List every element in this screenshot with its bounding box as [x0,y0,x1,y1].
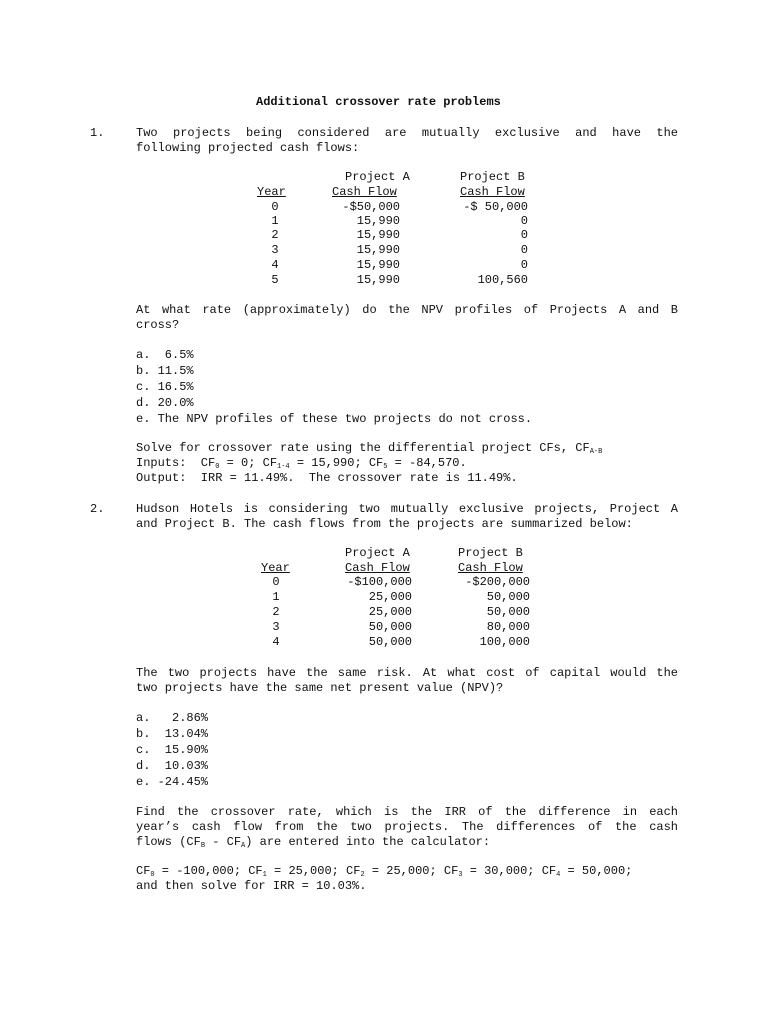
problem-1-solution-inputs [136,456,678,471]
table-cell-a: 15,990 [356,243,400,257]
table-cell-b: 50,000 [486,590,530,604]
solution-text: = -84,570. [387,456,467,470]
table-cell-year: 4 [272,635,280,649]
table-cell-b: 0 [520,243,528,257]
table-cell-year: 0 [272,575,280,589]
table-header-cash-flow-a: Cash Flow [345,561,410,575]
answer-option: d. 20.0% [136,396,194,410]
table-cell-a: 15,990 [356,214,400,228]
table-cell-year: 5 [271,273,279,287]
table-cell-b: 0 [520,258,528,272]
table-cell-a: 50,000 [368,635,412,649]
table-cell-b: -$ 50,000 [463,200,528,214]
table-cell-a: -$50,000 [342,200,400,214]
answer-option: c. 15.90% [136,743,209,757]
solution-text: Solve for crossover rate using the differential project CFs, CF [136,441,590,455]
problem-1-solution-line-1 [136,441,678,456]
table-header-project-b: Project B [458,546,523,560]
table-header-cash-flow-a: Cash Flow [332,185,397,199]
answer-option: d. 10.03% [136,759,209,773]
table-cell-year: 2 [272,605,280,619]
table-cell-a: 15,990 [356,258,400,272]
table-cell-year: 3 [271,243,279,257]
table-cell-b: 50,000 [486,605,530,619]
problem-1-intro-line-2: following projected cash flows: [136,141,360,155]
table-cell-year: 1 [271,214,279,228]
problem-2-question-line-1: The two projects have the same risk. At what cost of capital would the [136,666,678,680]
problem-2-question-line-2: two projects have the same net present value (NPV)? [136,681,504,695]
problem-1-number: 1. [90,126,105,140]
answer-option: a. 2.86% [136,711,209,725]
answer-option: c. 16.5% [136,380,194,394]
table-cell-b: 100,000 [479,635,530,649]
table-cell-b: 0 [520,228,528,242]
answer-option: e. -24.45% [136,775,209,789]
problem-2-solution-inputs [136,864,678,879]
solution-text: = 0; CF [219,456,278,470]
solution-text: = 30,000; CF [462,864,557,878]
answer-option: b. 11.5% [136,364,194,378]
subscript: 1 [262,871,267,879]
subscript: 1-4 [277,463,290,471]
answer-option: b. 13.04% [136,727,209,741]
solution-text: = 25,000; CF [364,864,459,878]
table-cell-year: 4 [271,258,279,272]
table-header-year: Year [261,561,290,575]
subscript: A-B [589,448,603,456]
solution-text: = 50,000; [560,864,633,878]
subscript: 4 [556,871,561,879]
table-cell-a: 15,990 [356,228,400,242]
answer-option: e. The NPV profiles of these two projects do not cross. [136,412,533,426]
problem-1-intro-line-1: Two projects being considered are mutually exclusive and have the [136,126,678,140]
table-cell-year: 0 [271,200,279,214]
subscript: 0 [150,871,155,879]
table-header-project-a: Project A [345,170,410,184]
problem-2-solution-line-1: Find the crossover rate, which is the IRR of the difference in each [136,805,678,819]
table-cell-b: 100,560 [477,273,528,287]
solution-text: Inputs: CF [136,456,216,470]
table-cell-a: 50,000 [368,620,412,634]
problem-2-intro-line-1: Hudson Hotels is considering two mutually exclusive projects, Project A [136,502,678,516]
subscript: 3 [458,871,463,879]
problem-1-question-line-1: At what rate (approximately) do the NPV profiles of Projects A and B [136,303,678,317]
subscript: 2 [360,871,365,879]
problem-2-number: 2. [90,502,105,516]
solution-text: ) are entered into the calculator: [245,835,491,849]
page-title: Additional crossover rate problems [256,95,501,109]
table-cell-a: 15,990 [356,273,400,287]
problem-1-question-line-2: cross? [136,318,180,332]
table-header-project-a: Project A [345,546,410,560]
solution-text: CF [136,864,151,878]
table-header-year: Year [257,185,286,199]
table-cell-a: -$100,000 [347,575,412,589]
subscript: 5 [383,463,388,471]
table-cell-b: -$200,000 [465,575,530,589]
table-header-cash-flow-b: Cash Flow [460,185,525,199]
answer-option: a. 6.5% [136,348,194,362]
table-cell-a: 25,000 [368,590,412,604]
table-cell-year: 1 [272,590,280,604]
solution-text: - CF [205,835,242,849]
problem-2-solution-output: and then solve for IRR = 10.03%. [136,879,367,893]
table-cell-a: 25,000 [368,605,412,619]
problem-2-solution-line-3 [136,835,678,850]
solution-text: = 25,000; CF [266,864,361,878]
table-cell-year: 3 [272,620,280,634]
problem-2-intro-line-2: and Project B. The cash flows from the projects are summarized below: [136,517,633,531]
subscript: 0 [215,463,220,471]
problem-2-solution-line-2: year’s cash flow from the two projects. The differences of the cash [136,820,678,834]
table-header-project-b: Project B [460,170,525,184]
table-cell-b: 80,000 [486,620,530,634]
table-cell-year: 2 [271,228,279,242]
solution-text: flows (CF [136,835,201,849]
table-header-cash-flow-b: Cash Flow [458,561,523,575]
table-cell-b: 0 [520,214,528,228]
solution-text: = -100,000; CF [154,864,263,878]
solution-text: = 15,990; CF [289,456,384,470]
problem-1-solution-output: Output: IRR = 11.49%. The crossover rate is 11.49%. [136,471,518,485]
subscript: A [241,842,246,850]
subscript: B [200,842,206,850]
